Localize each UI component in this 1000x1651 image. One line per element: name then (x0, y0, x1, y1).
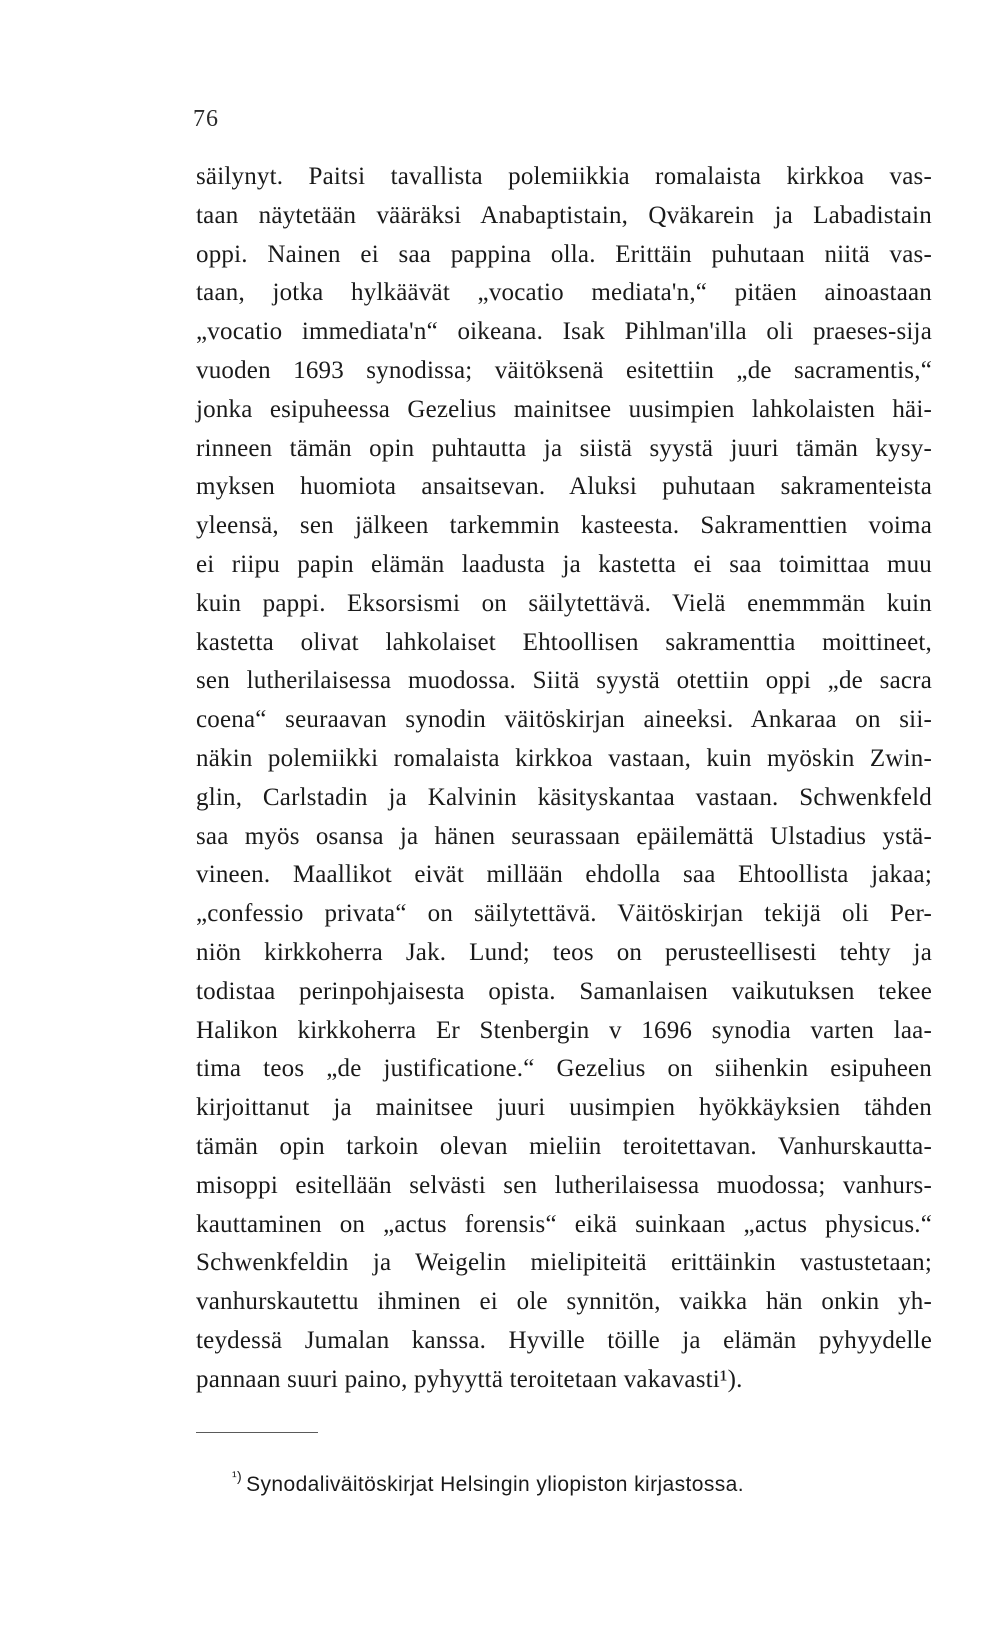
text-line: misoppi esitellään selvästi sen lutherilaisessa muodossa; vanhurs- (196, 1171, 932, 1199)
text-line: sen lutherilaisessa muodossa. Siitä syystä otettiin oppi „de sacra (196, 667, 932, 695)
text-line: taan, jotka hylkäävät „vocatio mediata'n,“ pitäen ainoastaan (196, 279, 932, 307)
text-line: taan näytetään vääräksi Anabaptistain, Qväkarein ja Labadistain (196, 201, 932, 229)
text-line: Halikon kirkkoherra Er Stenbergin v 1696 synodia varten laa- (196, 1016, 932, 1044)
text-line: vuoden 1693 synodissa; väitöksenä esitettiin „de sacramentis,“ (196, 356, 932, 384)
text-line: kauttaminen on „actus forensis“ eikä suinkaan „actus physicus.“ (196, 1210, 932, 1238)
text-line: vanhurskautettu ihminen ei ole synnitön, vaikka hän onkin yh- (196, 1288, 932, 1316)
text-line: oppi. Nainen ei saa pappina olla. Erittäin puhutaan niitä vas- (196, 240, 932, 268)
text-line: coena“ seuraavan synodin väitöskirjan aineeksi. Ankaraa on sii- (196, 706, 932, 734)
text-line: kuin pappi. Eksorsismi on säilytettävä. Vielä enemmmän kuin (196, 589, 932, 617)
text-line: „vocatio immediata'n“ oikeana. Isak Pihlman'illa oli praeses-sija (196, 318, 932, 346)
text-line: „confessio privata“ on säilytettävä. Väitöskirjan tekijä oli Per- (196, 900, 932, 928)
text-line: jonka esipuheessa Gezelius mainitsee uusimpien lahkolaisten häi- (196, 395, 932, 423)
text-line: niön kirkkoherra Jak. Lund; teos on perusteellisesti tehty ja (196, 938, 932, 966)
footnote (232, 1470, 744, 1497)
body-text (196, 158, 932, 1400)
text-line: Schwenkfeldin ja Weigelin mielipiteitä erittäinkin vastustetaan; (196, 1249, 932, 1277)
footnote-divider (196, 1432, 318, 1433)
text-line: teydessä Jumalan kanssa. Hyville töille ja elämän pyhyydelle (196, 1326, 932, 1354)
text-line: näkin polemiikki romalaista kirkkoa vastaan, kuin myöskin Zwin- (196, 744, 932, 772)
text-line: kastetta olivat lahkolaiset Ehtoollisen sakramenttia moittineet, (196, 628, 932, 656)
text-line: kirjoittanut ja mainitsee juuri uusimpien hyökkäyksien tähden (196, 1094, 932, 1122)
text-line: glin, Carlstadin ja Kalvinin käsityskantaa vastaan. Schwenkfeld (196, 783, 932, 811)
text-line: pannaan suuri paino, pyhyyttä teroitetaan vakavasti¹). (196, 1365, 743, 1393)
footnote-marker: ¹) (232, 1468, 243, 1484)
footnote-text: Synodaliväitöskirjat Helsingin yliopiston kirjastossa. (246, 1473, 744, 1496)
text-line: todistaa perinpohjaisesta opista. Samanlaisen vaikutuksen tekee (196, 977, 932, 1005)
text-line: rinneen tämän opin puhtautta ja siistä syystä juuri tämän kysy- (196, 434, 932, 462)
text-line: yleensä, sen jälkeen tarkemmin kasteesta. Sakramenttien voima (196, 512, 932, 540)
text-line: ei riipu papin elämän laadusta ja kastetta ei saa toimittaa muu (196, 550, 932, 578)
text-line: säilynyt. Paitsi tavallista polemiikkia romalaista kirkkoa vas- (196, 163, 932, 190)
text-line: saa myös osansa ja hänen seurassaan epäilemättä Ulstadius ystä- (196, 822, 932, 850)
text-line: myksen huomiota ansaitsevan. Aluksi puhutaan sakramenteista (196, 473, 932, 501)
text-line: tämän opin tarkoin olevan mieliin teroitettavan. Vanhurskautta- (196, 1132, 932, 1160)
page-number: 76 (193, 106, 219, 132)
text-line: vineen. Maallikot eivät millään ehdolla saa Ehtoollista jakaa; (196, 861, 932, 889)
text-line: tima teos „de justificatione.“ Gezelius on siihenkin esipuheen (196, 1055, 932, 1083)
